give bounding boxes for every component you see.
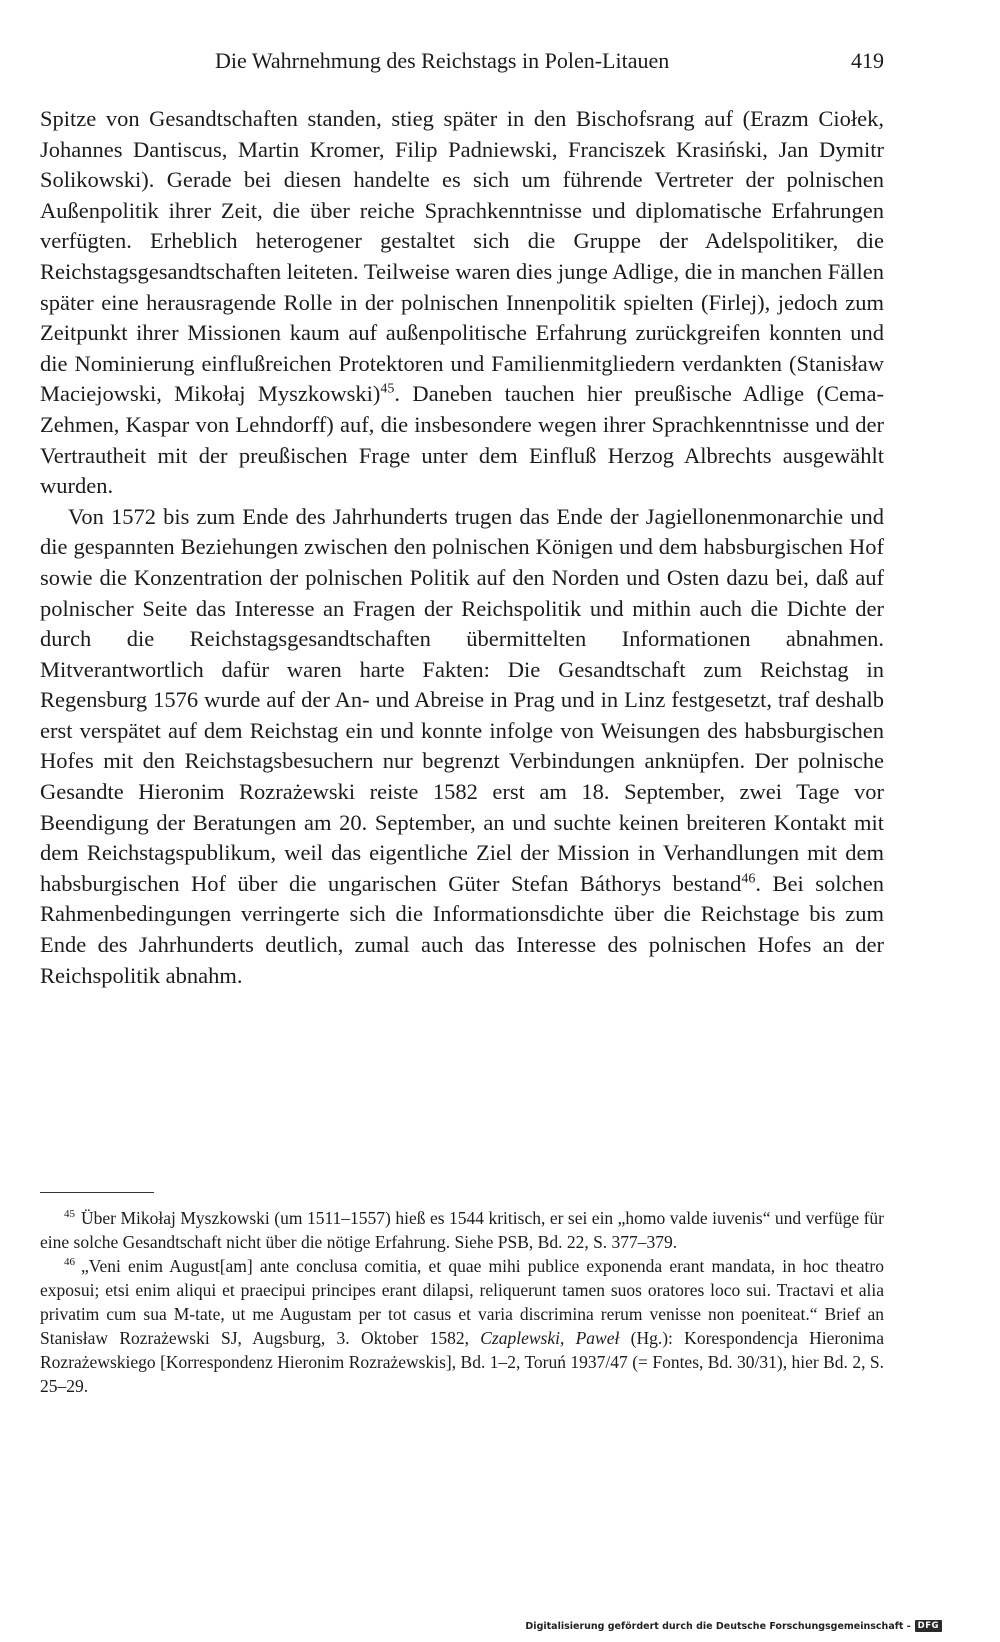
running-header [40, 48, 884, 80]
paragraph-2-text-a: Von 1572 bis zum Ende des Jahrhunderts trugen das Ende der Jagiellonenmonarchie und die gespannten Beziehungen zwischen den polnischen Königen und dem habsburgischen Hof sowie die Konzentration der polnischen Politik auf den Norden und Osten dazu bei, daß auf polnischer Seite das Interesse an Fragen der Reichspolitik und mithin auch die Dichte der durch die Reichstagsgesandtschaften übermittelten Informationen abnahmen. Mitverantwortlich dafür waren harte Fakten: Die Gesandtschaft zum Reichstag in Regensburg 1576 wurde auf der An- und Abreise in Prag und in Linz festgesetzt, traf deshalb erst verspätet auf dem Reichstag ein und konnte infolge von Weisungen des habsburgischen Hofes mit den Reichstagsbesuchern nur begrenzt Verbindungen anknüpfen. Der polnische Gesandte Hieronim Rozrażewski reiste 1582 erst am 18. September, zwei Tage vor Beendigung der Beratungen am 20. September, an und suchte keinen breiteren Kontakt mit dem Reichstagspublikum, weil das eigentliche Ziel der Mission in Verhandlungen mit dem habsburgischen Hof über die ungarischen Güter Stefan Báthorys bestand [40, 503, 884, 896]
digitization-credit [525, 1620, 942, 1632]
footnote-ref-45: 45 [380, 381, 395, 397]
footnote-45 [40, 1206, 884, 1254]
footnote-number: 45 [64, 1208, 75, 1221]
book-page [40, 0, 884, 1642]
footnote-number: 46 [64, 1256, 75, 1269]
footnote-separator [40, 1192, 154, 1193]
credit-text: Digitalisierung gefördert durch die Deutsche Forschungsgemeinschaft - [525, 1620, 911, 1632]
paragraph-2 [40, 502, 884, 992]
footnote-text: Über Mikołaj Myszkowski (um 1511–1557) hieß es 1544 kritisch, er sei ein „homo valde iuvenis“ und verfüge für eine solche Gesandtschaft nicht über die nötige Erfahrung. Siehe PSB, Bd. 22, S. 377–379. [40, 1208, 884, 1252]
dfg-logo: DFG [915, 1620, 942, 1632]
page-number: 419 [851, 48, 884, 73]
footnote-text-a: „Veni enim August[am] ante conclusa comitia, et quae mihi publice exponenda erant mandata, in hoc theatro exposui; etsi enim aliqui et praecipui principes erant dilapsi, reliquerunt tamen suos oratores loco sui. Tractavi et alia privatim cum sua M-tate, ut me Augustam per tot casus et varia discrimina rerum venisse non poeniteat.“ Brief an Stanisław Rozrażewski SJ, Augsburg, 3. Oktober 1582, [40, 1256, 884, 1348]
paragraph-1-text-b: . Daneben tauchen hier preußische Adlige (Cema-Zehmen, Kaspar von Lehndorff) auf, die insbesondere wegen ihrer Sprachkenntnisse und der Vertrautheit mit der preußischen Frage unter dem Einfluß Herzog Albrechts ausgewählt wurden. [40, 381, 885, 499]
footnotes [40, 1206, 884, 1398]
paragraph-2-text-b: . Bei solchen Rahmenbedingungen verringerte sich die Informationsdichte über die Reichstage bis zum Ende des Jahrhunderts deutlich, zumal auch das Interesse des polnischen Hofes an der Reichspolitik abnahm. [40, 870, 884, 988]
footnote-46 [40, 1254, 884, 1398]
main-text [40, 104, 884, 991]
footnote-author: Czaplewski, Paweł [480, 1328, 620, 1348]
paragraph-1 [40, 104, 884, 502]
footnote-text-b: (Hg.): Korespondencja Hieronima Rozrażewskiego [Korrespondenz Hieronim Rozrażewskis], Bd. 1–2, Toruń 1937/47 (= Fontes, Bd. 30/31), hier Bd. 2, S. 25–29. [40, 1328, 885, 1396]
running-title: Die Wahrnehmung des Reichstags in Polen-Litauen [215, 48, 670, 73]
footnote-ref-46: 46 [741, 871, 756, 887]
paragraph-1-text-a: Spitze von Gesandtschaften standen, stieg später in den Bischofsrang auf (Erazm Ciołek, Johannes Dantiscus, Martin Kromer, Filip Padniewski, Franciszek Krasiński, Jan Dymitr Solikowski). Gerade bei diesen handelte es sich um führende Vertreter der polnischen Außenpolitik ihrer Zeit, die über reiche Sprachkenntnisse und diplomatische Erfahrungen verfügten. Erheblich heterogener gestaltet sich die Gruppe der Adelspolitiker, die Reichstagsgesandtschaften leiteten. Teilweise waren dies junge Adlige, die in manchen Fällen später eine herausragende Rolle in der polnischen Innenpolitik spielten (Firlej), jedoch zum Zeitpunkt ihrer Missionen kaum auf außenpolitische Erfahrung zurückgreifen konnten und die Nominierung einflußreichen Protektoren und Familienmitgliedern verdankten (Stanisław Maciejowski, Mikołaj Myszkowski) [40, 106, 885, 407]
